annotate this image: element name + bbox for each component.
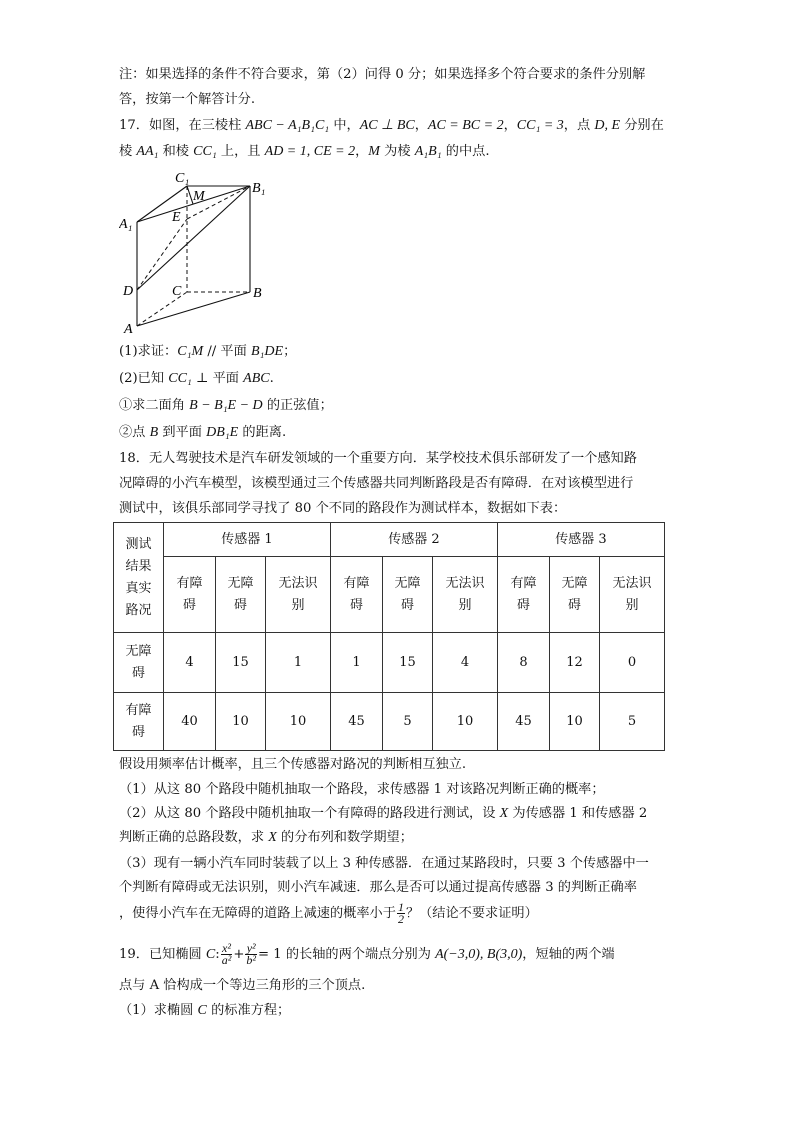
table-cell: 1 [266, 633, 331, 693]
table-cell: 45 [498, 693, 550, 751]
table-cell: 0 [600, 633, 665, 693]
subheader-obstacle: 有障 碍 [164, 557, 216, 633]
table-cell: 45 [331, 693, 383, 751]
subheader-unknown: 无法识 别 [433, 557, 498, 633]
subheader-obstacle: 有障 碍 [331, 557, 383, 633]
row-label-no-obstacle: 无障 碍 [114, 633, 164, 693]
q18-sub-2-line-1: （2）从这 80 个路段中随机抽取一个有障碍的路段进行测试，设 X 为传感器 1 和传感器 2 [119, 806, 648, 821]
table-cell: 5 [600, 693, 665, 751]
label-m: M [193, 189, 205, 204]
table-cell: 15 [383, 633, 433, 693]
subheader-no-obstacle: 无障 碍 [216, 557, 266, 633]
subheader-unknown: 无法识 别 [600, 557, 665, 633]
edge-ab [137, 292, 250, 326]
prism-figure [119, 168, 279, 338]
sensor-data-table [113, 522, 665, 751]
table-row [114, 633, 665, 693]
segment-de-hidden [137, 219, 187, 290]
sensor-3-header: 传感器 3 [498, 523, 665, 557]
subheader-obstacle: 有障 碍 [498, 557, 550, 633]
q18-sub-3-line-3: ，使得小汽车在无障碍的道路上减速的概率小于 $\frac{1}{2}$ ？（结论不要求证明） [119, 900, 538, 926]
label-c: C [172, 284, 182, 299]
q18-sub-1: （1）从这 80 个路段中随机抽取一个路段，求传感器 1 对该路况判断正确的概率； [119, 782, 605, 797]
q18-line-1: 18．无人驾驶技术是汽车研发领域的一个重要方向．某学校技术俱乐部研发了一个感知路 [119, 451, 637, 466]
table-cell: 4 [433, 633, 498, 693]
corner-header: 测试 结果 真实 路况 [114, 523, 164, 633]
note-line-1: 注：如果选择的条件不符合要求，第（2）问得 0 分；如果选择多个符合要求的条件分别解 [119, 67, 646, 82]
fraction-one-half: $\frac{1}{2}$ [397, 900, 404, 926]
sensor-2-header: 传感器 2 [331, 523, 498, 557]
note-line-2: 答，按第一个解答计分. [119, 92, 256, 107]
sensor-1-header: 传感器 1 [164, 523, 331, 557]
q19-line-1: 19．已知椭圆 C: $\frac{\text{x²}}{\text{a²}}$ + $\frac{\text{y²}}{\text{b²}}$ = 1 的长轴的两个端点分别为 A(−3,0), B(3,0)，短轴的两个端 [119, 941, 615, 967]
table-cell: 8 [498, 633, 550, 693]
row-label-obstacle: 有障 碍 [114, 693, 164, 751]
table-cell: 1 [331, 633, 383, 693]
q18-sub-3-line-1: （3）现有一辆小汽车同时装载了以上 3 种传感器．在通过某路段时，只要 3 个传感器中一 [119, 856, 649, 871]
q17-line-2: 棱 AA₁ 和棱 CC₁ 上，且 AD = 1, CE = 2，M 为棱 A₁B₁ 的中点. [119, 144, 490, 159]
fraction-x2-a2: $\frac{\text{x²}}{\text{a²}}$ [221, 941, 232, 967]
q17-part-2-1: ①求二面角 B − B₁E − D 的正弦值； [119, 398, 333, 413]
q17-part-1: (1)求证：C₁M // 平面 B₁DE； [119, 344, 297, 359]
label-a: A [124, 322, 133, 337]
q17-part-2-2: ②点 B 到平面 DB₁E 的距离. [119, 425, 287, 440]
subheader-no-obstacle: 无障 碍 [383, 557, 433, 633]
q18-line-2: 况障碍的小汽车模型，该模型通过三个传感器共同判断路段是否有障碍．在对该模型进行 [119, 476, 634, 491]
label-c1: C₁ [175, 171, 190, 186]
fraction-y2-b2: $\frac{\text{y²}}{\text{b²}}$ [246, 941, 256, 967]
label-a1: A₁ [119, 217, 133, 232]
label-b1: B₁ [252, 181, 266, 196]
table-cell: 12 [550, 633, 600, 693]
q18-line-3: 测试中，该俱乐部同学寻找了 80 个不同的路段作为测试样本，数据如下表： [119, 501, 567, 516]
q18-sub-2-line-2: 判断正确的总路段数，求 X 的分布列和数学期望； [119, 830, 413, 845]
q17-line-1: 17．如图，在三棱柱 ABC − A₁B₁C₁ 中，AC ⊥ BC，AC = BC = 2，CC₁ = 3，点 D, E 分别在 [119, 118, 664, 133]
q19-line-2: 点与 A 恰构成一个等边三角形的三个顶点. [119, 978, 366, 993]
label-d: D [123, 284, 134, 299]
subheader-unknown: 无法识 别 [266, 557, 331, 633]
q18-assumption: 假设用频率估计概率，且三个传感器对路况的判断相互独立. [119, 757, 467, 772]
table-cell: 10 [550, 693, 600, 751]
table-cell: 10 [216, 693, 266, 751]
subheader-no-obstacle: 无障 碍 [550, 557, 600, 633]
label-e: E [172, 210, 181, 225]
table-cell: 40 [164, 693, 216, 751]
q18-sub-3-line-2: 个判断有障碍或无法识别，则小汽车减速．那么是否可以通过提高传感器 3 的判断正确率 [119, 880, 637, 895]
table-cell: 15 [216, 633, 266, 693]
q19-line-3: （1）求椭圆 C 的标准方程； [119, 1003, 291, 1018]
table-cell: 5 [383, 693, 433, 751]
table-row [114, 693, 665, 751]
q17-part-2: (2)已知 CC₁ ⊥ 平面 ABC. [119, 371, 274, 386]
table-cell: 4 [164, 633, 216, 693]
table-cell: 10 [266, 693, 331, 751]
label-b: B [253, 286, 262, 301]
table-cell: 10 [433, 693, 498, 751]
